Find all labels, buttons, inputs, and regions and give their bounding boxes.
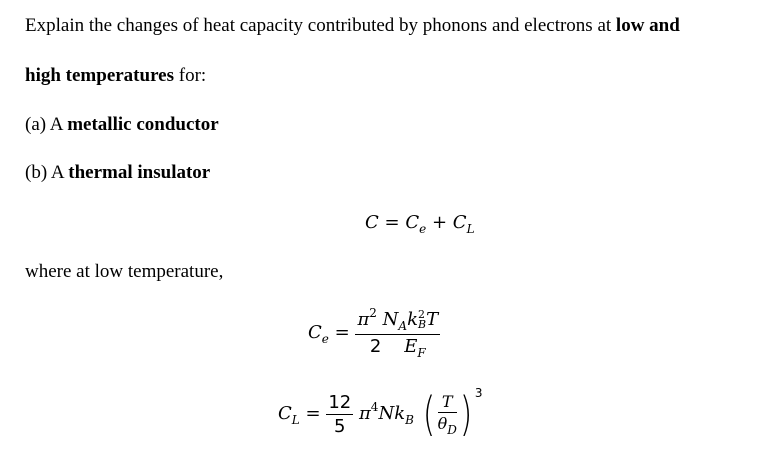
eq-e-k-scripts [418, 310, 426, 330]
equation-electron-heat-capacity [308, 306, 440, 360]
question-line-1 [25, 14, 680, 38]
eq-l-lhs: C [278, 403, 292, 424]
eq-l-left-paren: ( [422, 387, 435, 441]
eq-l-theta-group [438, 413, 457, 437]
question-text-2: for: [174, 65, 207, 86]
part-b-label: (b) A [25, 162, 69, 183]
eq-e-lhs: C [308, 322, 322, 343]
eq-e-pi-exp: 2 [369, 306, 377, 320]
eq-e-E: E [404, 336, 418, 357]
question-line-2 [25, 64, 206, 88]
question-bold-low-and: low and [615, 15, 680, 36]
equation-lattice-heat-capacity [278, 386, 483, 441]
eq-l-T: T [438, 392, 457, 413]
where-text: where at low temperature, [25, 261, 224, 282]
eq-e-k-sup: 2 [418, 308, 426, 321]
question-bold-high-temperatures: high temperatures [25, 65, 174, 86]
eq-e-lhs-sub: e [321, 332, 329, 346]
eq-e-equals: = [334, 322, 350, 343]
eq-l-numerator: 12 [328, 391, 352, 413]
eq-total-ce-sub: e [419, 222, 427, 236]
eq-l-k-sub: B [405, 413, 414, 427]
eq-l-right-paren: ) [459, 387, 473, 441]
eq-e-k-sub: B [418, 318, 427, 331]
part-a-metallic-conductor: metallic conductor [67, 114, 219, 135]
eq-e-pi: π [357, 309, 370, 330]
eq-l-theta-sub: D [447, 422, 457, 437]
part-b-thermal-insulator: thermal insulator [68, 162, 211, 183]
eq-l-pi-exp: 4 [370, 400, 379, 414]
eq-l-outer-exp: 3 [474, 386, 483, 400]
eq-e-fraction [355, 306, 440, 360]
eq-e-numerator [355, 306, 440, 335]
eq-l-N: N [378, 403, 395, 424]
eq-e-T: T [426, 309, 439, 330]
eq-l-theta: θ [437, 413, 448, 433]
eq-total-cl-sub: L [466, 222, 475, 236]
eq-l-coefficient-fraction [326, 392, 353, 437]
eq-e-denominator [355, 335, 440, 360]
equation-total-heat-capacity [365, 212, 475, 236]
eq-l-lhs-sub: L [291, 413, 300, 427]
eq-total-plus: + [431, 212, 448, 233]
eq-e-two: 2 [369, 336, 382, 357]
eq-total-ce: C [405, 212, 420, 233]
part-b [25, 161, 210, 185]
eq-e-N-sub: A [398, 319, 408, 333]
eq-e-N: N [382, 309, 399, 330]
eq-total-cl: C [452, 212, 467, 233]
eq-l-denominator: 5 [334, 415, 346, 437]
eq-l-equals: = [305, 403, 321, 424]
eq-total-equals: = [384, 212, 400, 233]
part-a-label: (a) A [25, 114, 68, 135]
eq-l-k: k [394, 403, 406, 424]
eq-total-lhs: C [365, 212, 379, 233]
eq-e-E-sub: F [417, 346, 426, 360]
question-text-1: Explain the changes of heat capacity contributed by phonons and electrons at [25, 15, 616, 36]
eq-l-ratio-fraction [438, 392, 457, 437]
eq-l-pi: π [358, 403, 371, 424]
eq-e-k: k [407, 309, 419, 330]
part-a [25, 113, 219, 137]
